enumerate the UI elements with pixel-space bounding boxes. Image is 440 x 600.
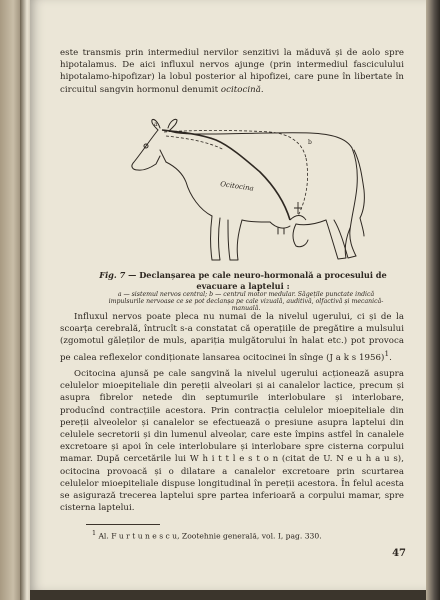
book-page (30, 0, 426, 590)
footnote-author: Al. F u r t u n e s c u, (98, 531, 180, 541)
body-paragraph-1: Influxul nervos poate pleca nu numai de la nivelul ugerului, ci și de la scoarța cerebrală, întrucît s-a constatat că operațiile de pregătire a mulsului (zgomotul găleților de muls, apariția mulgătorului în halat etc.) pot provoca pe calea reflexelor condiționate lansarea ocitocinei în sînge (J a k s 1956)$^1$. (60, 312, 404, 363)
intro-paragraph (60, 47, 404, 96)
page-stack-edge (426, 0, 440, 600)
intro-text: este transmis prin intermediul nervilor senzitivi la măduvă și de aolo spre hipotalamus. De aici influxul nervos ajunge (prin intermediul fasciculului hipotalamo-hipofizar) la lobul posterior al hipofizei, care pune în libertate în circuitul sangvin hormonul denumit (60, 48, 404, 95)
cow-drawing (120, 110, 380, 270)
label-b: b (308, 139, 312, 146)
figure-legend: a — sistemul nervos central; b — centrul motor medular. Săgețile punctate indică impulsurile nervoase ce se pot declanșa pe cale vizuală, auditivă, olfactivă și mecanică-manuală. (108, 291, 384, 313)
label-ocitocina: Ocitocina (219, 180, 255, 193)
footnote-reference[interactable]: 1 (384, 348, 390, 358)
footnote-divider (86, 524, 160, 525)
label-a: a (154, 121, 158, 128)
figure-caption-title: — Declanșarea pe cale neuro-hormonală a procesului de evacuare a laptelui : (128, 270, 387, 291)
paragraph-2-text: Ocitocina ajunsă pe cale sangvină la nivelul ugerului acționează asupra celulelor mioepiteliale din pereții alveolari și ai canalelor lactice, precum și asupra fibrelor netede din septumurile interlobulare și interlobare, producînd contracțiile acestora. Prin contracția celulelor mioepiteliale din pereții alveolelor și canalelor se efectuează o presiune asupra laptelui din celulele secretorii și din lumenul alveolar, care este împins astfel în canalele excretoare și apoi în cele interlobulare și interlobare spre cisterna corpului mamar. După cercetările lui W h i t t l e s t o n (citat de U. N e u h a u s), ocitocina provoacă și o dilatare a canalelor excretoare prin scurtarea celulelor mioepiteliale dispuse longitudinal în pereții acestora. În felul acesta se asigurază trecerea laptelui spre partea inferioară a corpului mamar, spre cisterna laptelui. (60, 369, 404, 514)
body-paragraph-2 (60, 368, 404, 514)
paragraph-1-text: Influxul nervos poate pleca nu numai de la nivelul ugerului, ci și de la scoarța cerebrală, întrucît s-a constatat că operațiile de pregătire a mulsului (zgomotul găleților de muls, apariția mulgătorului în halat etc.) pot provoca pe calea reflexelor condiționate lansarea ocitocinei în sînge (J a k s 1956) (60, 312, 404, 363)
figure-caption (78, 270, 408, 291)
footnote-title: Zootehnie generală, (181, 531, 260, 541)
cow-illustration (120, 110, 380, 270)
intro-term: ocitocină. (220, 84, 264, 95)
footnote-detail: vol. I, pag. 330. (261, 531, 322, 541)
figure-label: Fig. 7 (99, 270, 126, 280)
footnote (92, 529, 392, 542)
page-number: 47 (392, 548, 406, 559)
book-spine (20, 0, 30, 600)
footnote-mark: 1 (92, 530, 97, 537)
